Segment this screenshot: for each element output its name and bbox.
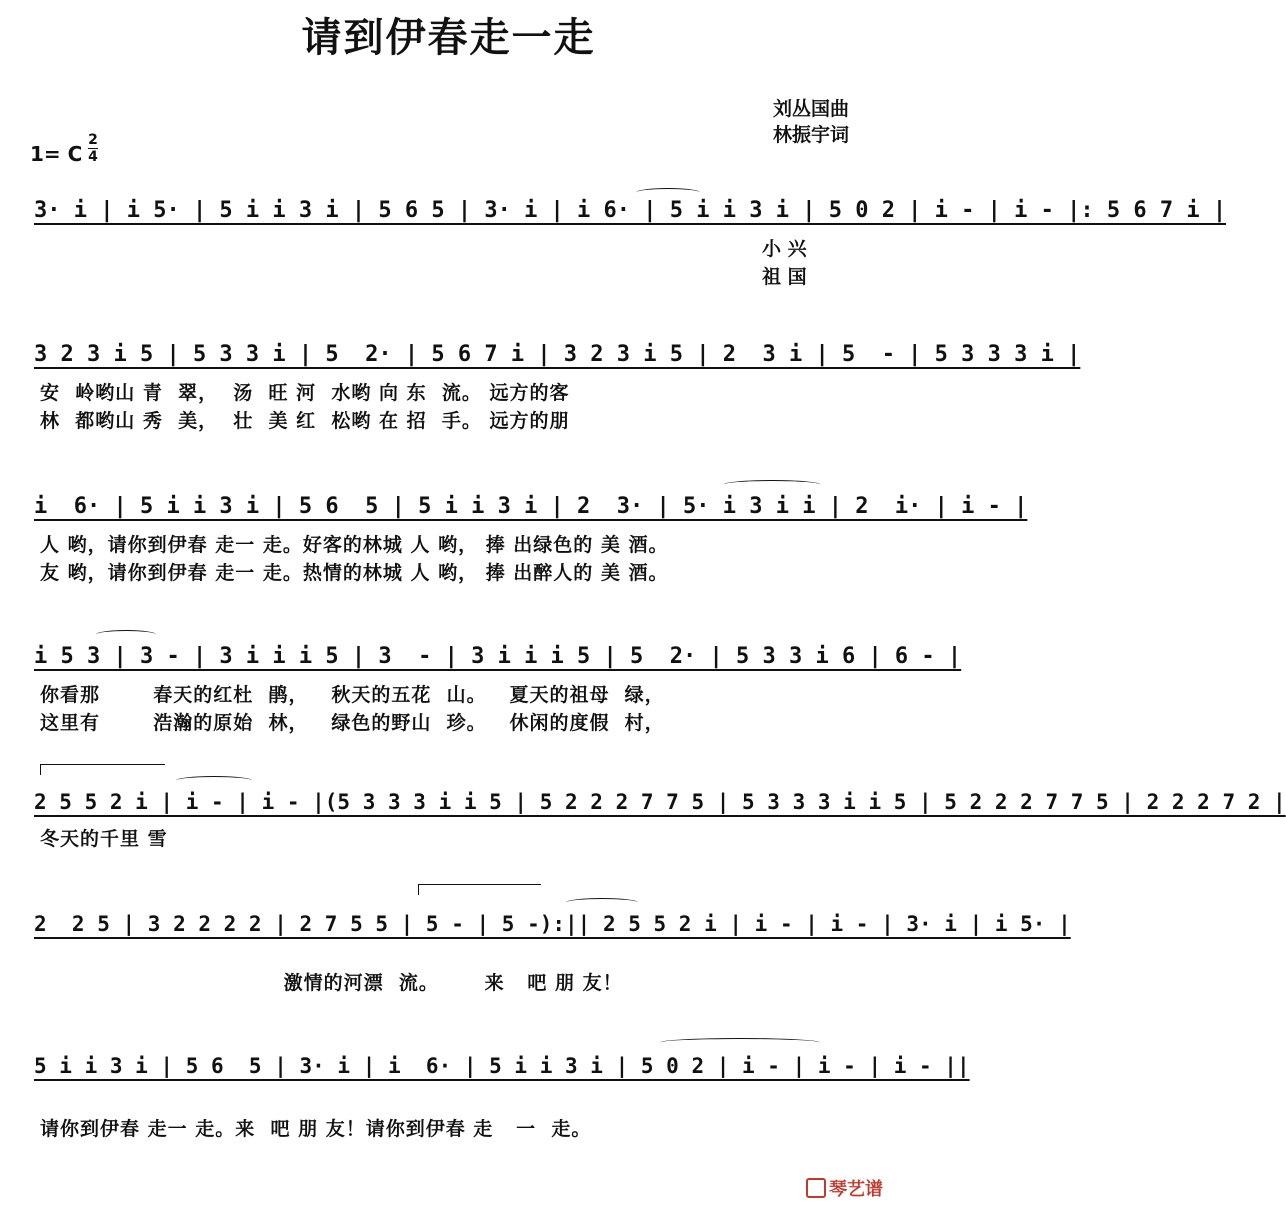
song-title: 请到伊春走一走 [301,15,596,61]
lyric-verse-1: 人 哟，请你到伊春 走一 走。好客的林城 人 哟， 捧 出绿色的 美 酒。 [40,534,669,556]
lyric-verse-1: 冬天的千里 雪 [40,828,168,850]
lyric-verse-2: 友 哟，请你到伊春 走一 走。热情的林城 人 哟， 捧 出醉人的 美 酒。 [40,562,669,584]
credits [773,96,849,148]
notes-line: 3· i | i 5· | 5 i i 3 i | 5 6 5 | 3· i | i 6· | 5 i i 3 i | 5 0 2 | i - | i - |: 5 6 7 i | [34,198,1227,223]
side-lyric-2: 祖 国 [762,266,807,288]
logo-text: 琴艺谱 [829,1179,883,1200]
tie [566,898,638,907]
composer: 刘丛国曲 [772,98,849,120]
meter-top: 2 [88,132,98,148]
meter-bottom: 4 [88,149,98,165]
side-lyric-1: 小 兴 [762,238,807,260]
tie [636,188,700,197]
lyric-verse-1: 安 岭哟山 青 翠， 汤 旺 河 水哟 向 东 流。 远方的客 [40,382,570,404]
lyric-verse-1: 激情的河漂 流。 来 吧 朋 友！ [40,972,623,994]
lyric-verse-1: 你看那 春天的红杜 鹃， 秋天的五花 山。 夏天的祖母 绿， [40,684,665,706]
lyricist: 林振宇词 [772,124,849,146]
lyric-verse-1: 请你到伊春 走一 走。来 吧 朋 友！请你到伊春 走 一 走。 [40,1118,592,1140]
time-signature [88,132,98,165]
lyric-verse-2: 林 都哟山 秀 美， 壮 美 红 松哟 在 招 手。 远方的朋 [40,410,570,432]
tie [96,630,156,639]
volta-bracket [418,884,541,895]
tie [724,480,820,489]
logo-icon [806,1178,826,1198]
tie [660,1038,820,1047]
notes-line: i 5 3 | 3 - | 3 i i i 5 | 3 - | 3 i i i 5 | 5 2· | 5 3 3 i 6 | 6 - | [34,644,962,669]
site-logo [806,1175,883,1201]
notes-line: 3 2 3 i 5 | 5 3 3 i | 5 2· | 5 6 7 i | 3 2 3 i 5 | 2 3 i | 5 - | 5 3 3 3 i | [34,342,1081,367]
notes-line: i 6· | 5 i i 3 i | 5 6 5 | 5 i i 3 i | 2 3· | 5· i 3 i i | 2 i· | i - | [34,494,1028,519]
key-signature: 1= C [30,142,83,166]
notes-line: 5 i i 3 i | 5 6 5 | 3· i | i 6· | 5 i i 3 i | 5 0 2 | i - | i - | i - || [34,1054,970,1078]
notes-line: 2 2 5 | 3 2 2 2 2 | 2 7 5 5 | 5 - | 5 -):|| 2 5 5 2 i | i - | i - | 3· i | i 5· | [34,912,1071,936]
volta-bracket [40,764,165,775]
lyric-verse-2: 这里有 浩瀚的原始 林， 绿色的野山 珍。 休闲的度假 村， [40,712,665,734]
tie [176,776,252,785]
notes-line: 2 5 5 2 i | i - | i - |(5 3 3 3 i i 5 | 5 2 2 2 7 7 5 | 5 3 3 3 i i 5 | 5 2 2 2 7 7 5 | 2 2 2 7 2 | [34,790,1286,814]
